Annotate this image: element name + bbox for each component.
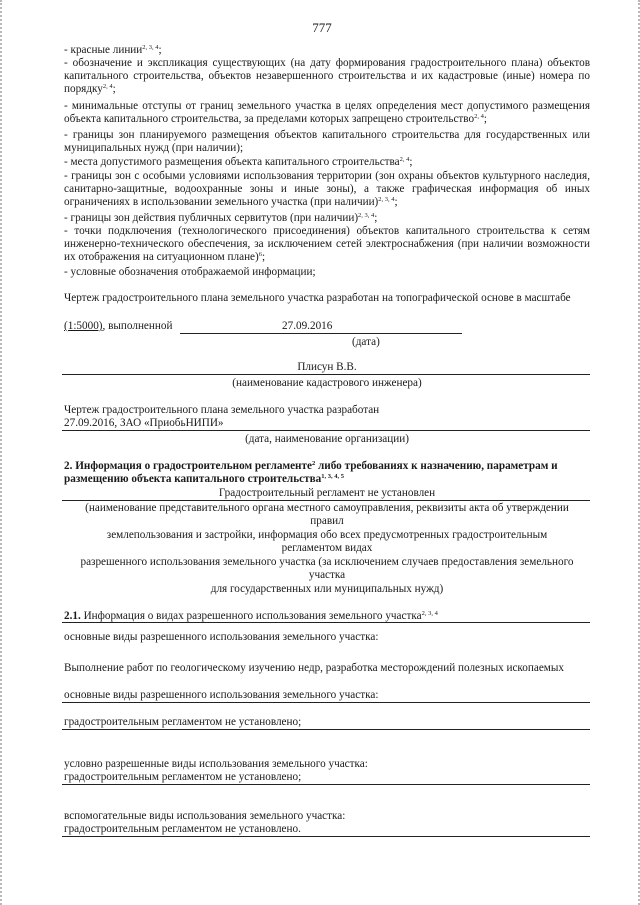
- main-uses-label: основные виды разрешенного использования земельного участка:: [64, 631, 379, 643]
- bullet-legend: - условные обозначения отображаемой информации;: [64, 266, 316, 278]
- conditional-uses-underline: [62, 784, 590, 785]
- conditional-uses-value: градостроительным регламентом не установлено;: [64, 771, 302, 783]
- section2-caption-5: разрешенного использования земельного участка (за исключением случаев предоставления земельного: [80, 556, 574, 568]
- bullet-min-setbacks: - минимальные отступы от границ земельного участка в целях определения мест допустимого размещения объекта капитального строительства, за пределами которых запрещено строительство$^{2, 4}$;: [64, 100, 590, 125]
- drawing-topo-line: Чертеж градостроительного плана земельного участка разработан на топографической основе в масштабе: [64, 292, 571, 304]
- auxiliary-uses-underline: [62, 836, 590, 837]
- section2-caption-6: участка: [308, 569, 346, 581]
- section2-caption-4: регламентом видах: [281, 542, 373, 554]
- drawing-scale-line: (1:5000), выполненной: [64, 320, 173, 332]
- section21-underline: [62, 622, 590, 623]
- bullet-connection-points: - точки подключения (технологического присоединения) объектов капитального строительства к сетям инженерно-технического обеспечения, за исключением сетей электроснабжения (при наличии возможности их отображения на ситуационном плане)$^6$;: [64, 225, 590, 263]
- engineer-underline: [62, 374, 590, 375]
- section2-title-line2: размещению объекта капитального строительства$^{1, 3, 4, 5}$: [64, 473, 344, 485]
- section2-title: 2. Информация о градостроительном регламенте$^2$ либо требованиях к назначению, параметрам и: [64, 460, 558, 472]
- main-uses-underline: [62, 702, 590, 703]
- section2-caption-7: для государственных или муниципальных нужд): [210, 583, 444, 595]
- section2-caption-2: правил: [310, 515, 344, 527]
- drawing-date: 27.09.2016: [282, 320, 333, 332]
- bullet-easements: - границы зон действия публичных сервитутов (при наличии)$^{2, 3, 4}$;: [64, 212, 378, 224]
- bullet-red-lines: - красные линии$^{2, 3, 4}$;: [64, 44, 162, 56]
- main-uses-value-2: градостроительным регламентом не установлено;: [64, 716, 302, 728]
- developed-caption: (дата, наименование организации): [245, 433, 409, 445]
- conditional-uses-label: условно разрешенные виды использования земельного участка:: [64, 758, 368, 770]
- auxiliary-uses-value: градостроительным регламентом не установлено.: [64, 823, 301, 835]
- page-number: 777: [312, 20, 332, 35]
- engineer-name: Плисун В.В.: [297, 361, 357, 373]
- bullet-planned-zones: - границы зон планируемого размещения объектов капитального строительства для государственных или муниципальных нужд (при наличии);: [64, 129, 590, 154]
- section2-caption-3: землепользования и застройки, информация обо всех предусмотренных градостроительным: [106, 529, 548, 541]
- auxiliary-uses-label: вспомогательные виды использования земельного участка:: [64, 810, 346, 822]
- section2-underline: [62, 500, 590, 501]
- drawing-date-caption: (дата): [352, 336, 380, 348]
- bullet-special-zones: - границы зон с особыми условиями использования территории (зон охраны объектов культурного наследия, санитарно-защитные, водоохранные зоны и иные зоны), а также графическая информация об иных ограничениях в использовании земельного участка (при наличии)$^{2, 3, 4}$;: [64, 170, 590, 208]
- main-uses-value: Выполнение работ по геологическому изучению недр, разработка месторождений полезных ископаемых: [64, 662, 564, 674]
- bullet-existing-objects: - обозначение и экспликация существующих (на дату формирования градостроительного плана) объектов капитального строительства, объектов незавершенного строительства и их кадастровые (иные) номера по порядку$^{2, 4}$;: [64, 57, 590, 95]
- developed-underline: [62, 430, 590, 431]
- section2-caption-1: (наименование представительного органа местного самоуправления, реквизиты акта об утверждении: [85, 502, 569, 514]
- developed-line: Чертеж градостроительного плана земельного участка разработан: [64, 404, 380, 416]
- main-uses-label-2: основные виды разрешенного использования земельного участка:: [64, 689, 379, 701]
- section21-title: 2.1. Информация о видах разрешенного использования земельного участка$^{2, 3, 4}$: [64, 610, 438, 622]
- main-uses-value-underline: [62, 729, 590, 730]
- developed-value: 27.09.2016, ЗАО «ПриобьНИПИ»: [64, 417, 224, 429]
- section2-value: Градостроительный регламент не установлен: [218, 487, 436, 499]
- drawing-scale: (1:5000): [64, 320, 103, 332]
- bullet-allowed-placement: - места допустимого размещения объекта капитального строительства$^{2, 4}$;: [64, 156, 413, 168]
- date-underline: [180, 333, 462, 334]
- engineer-caption: (наименование кадастрового инженера): [232, 377, 422, 389]
